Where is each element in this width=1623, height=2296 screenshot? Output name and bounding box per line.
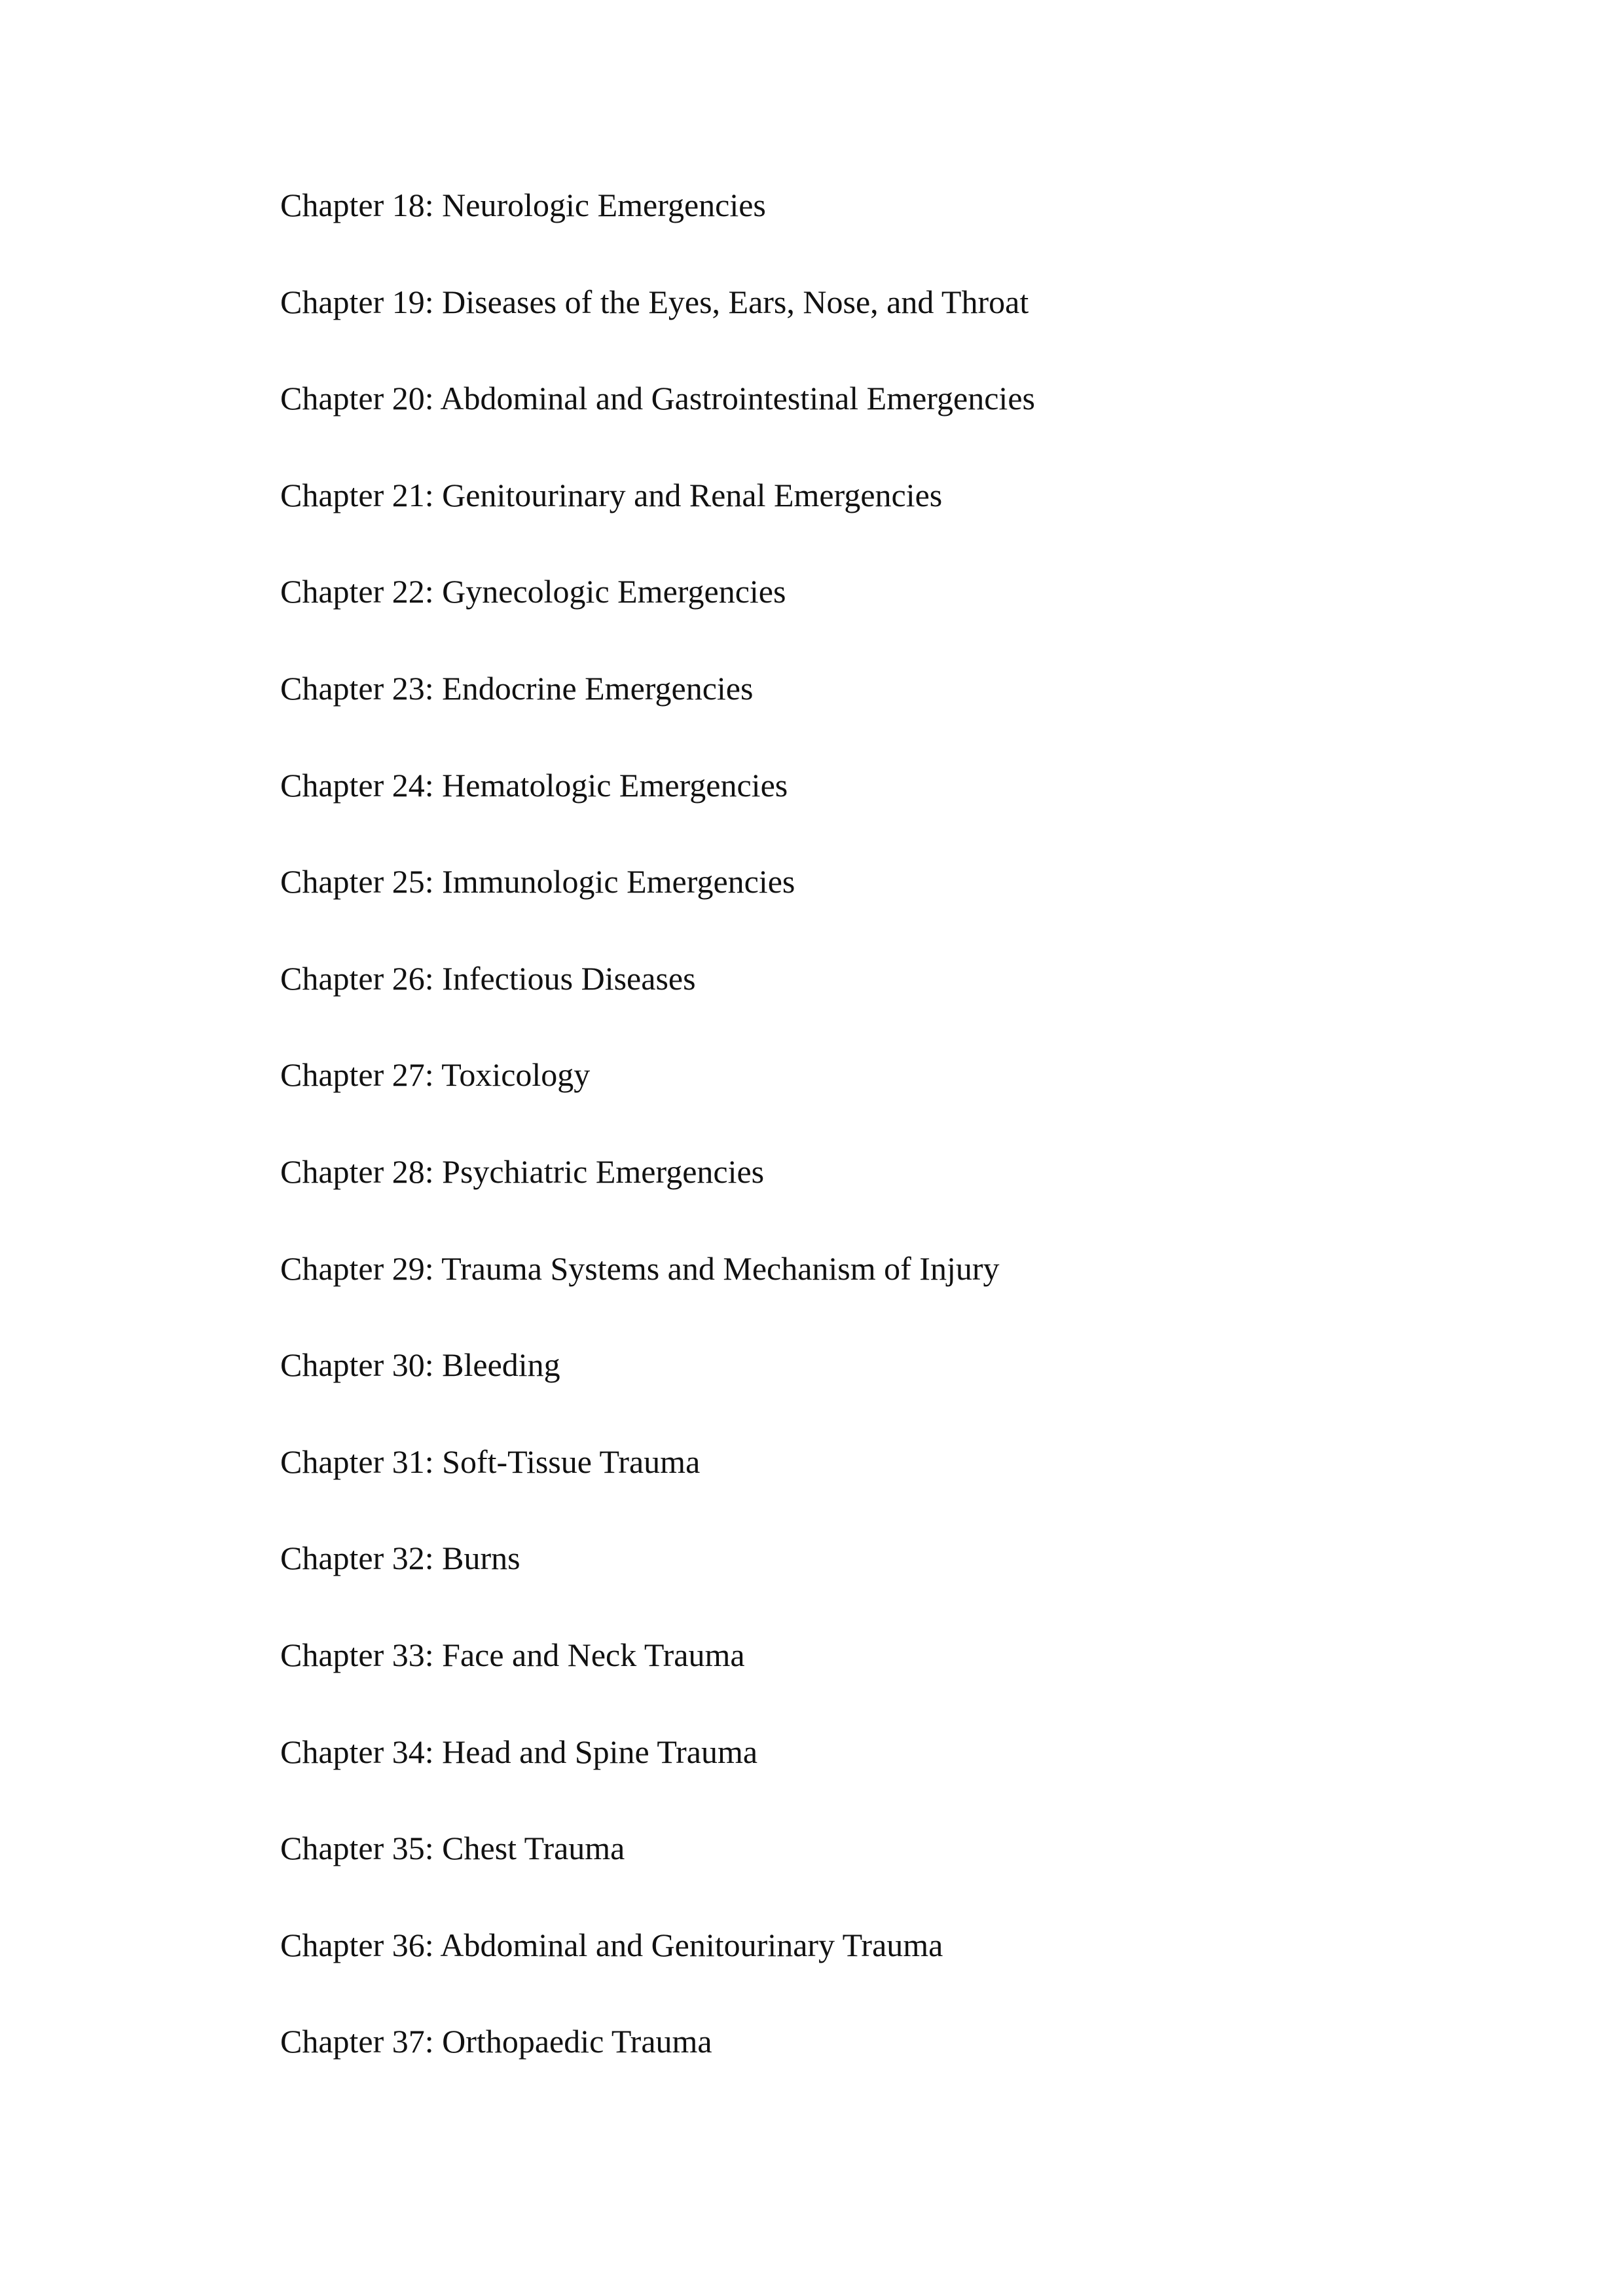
chapter-item: Chapter 34: Head and Spine Trauma: [280, 1733, 758, 1770]
chapter-list: [280, 182, 1035, 2115]
chapter-item: Chapter 19: Diseases of the Eyes, Ears, Nose, and Throat: [280, 283, 1029, 320]
chapter-item: Chapter 22: Gynecologic Emergencies: [280, 573, 786, 610]
chapter-item: Chapter 20: Abdominal and Gastrointestinal Emergencies: [280, 380, 1035, 417]
chapter-item: Chapter 24: Hematologic Emergencies: [280, 766, 788, 804]
chapter-item: Chapter 36: Abdominal and Genitourinary Trauma: [280, 1926, 943, 1963]
chapter-item: Chapter 29: Trauma Systems and Mechanism of Injury: [280, 1250, 1000, 1287]
chapter-item: Chapter 18: Neurologic Emergencies: [280, 187, 766, 223]
chapter-item: Chapter 37: Orthopaedic Trauma: [280, 2023, 712, 2060]
chapter-item: Chapter 33: Face and Neck Trauma: [280, 1636, 745, 1673]
chapter-item: Chapter 21: Genitourinary and Renal Emergencies: [280, 476, 943, 513]
chapter-item: Chapter 23: Endocrine Emergencies: [280, 669, 754, 707]
chapter-item: Chapter 30: Bleeding: [280, 1346, 560, 1384]
chapter-item: Chapter 32: Burns: [280, 1540, 520, 1577]
chapter-item: Chapter 28: Psychiatric Emergencies: [280, 1153, 765, 1190]
chapter-item: Chapter 25: Immunologic Emergencies: [280, 863, 795, 900]
chapter-item: Chapter 27: Toxicology: [280, 1056, 591, 1094]
chapter-item: Chapter 31: Soft-Tissue Trauma: [280, 1443, 701, 1480]
chapter-item: Chapter 26: Infectious Diseases: [280, 959, 696, 997]
chapter-item: Chapter 35: Chest Trauma: [280, 1830, 625, 1867]
